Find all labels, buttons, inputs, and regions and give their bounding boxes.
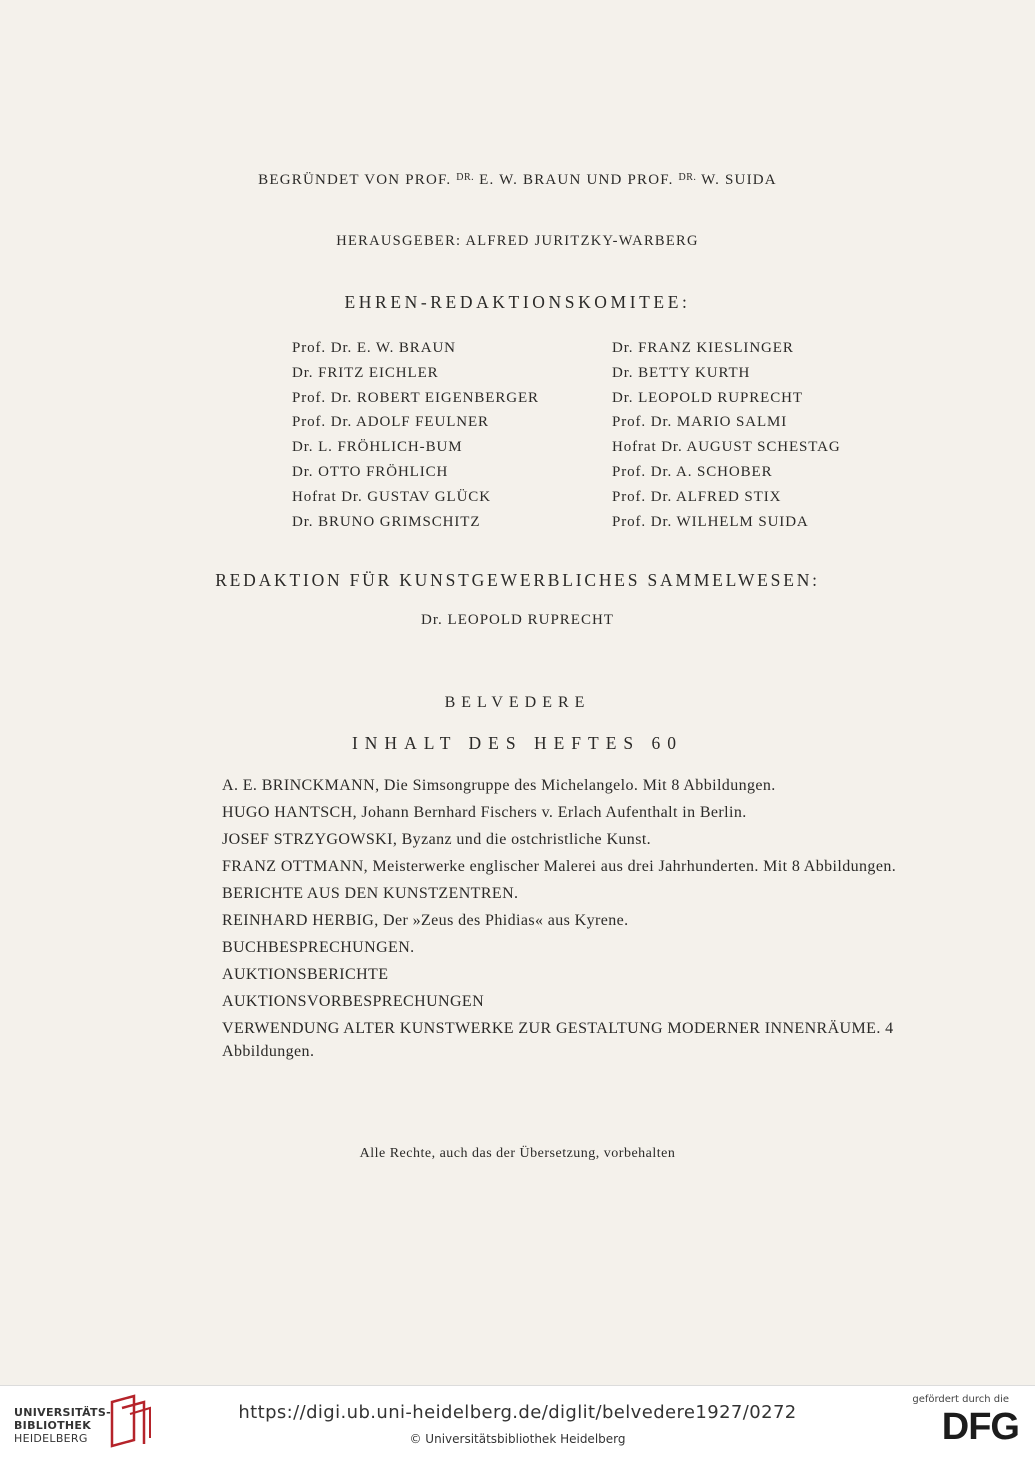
founders-mid: E. W. BRAUN UND PROF. [474,172,679,188]
committee-heading: EHREN-REDAKTIONSKOMITEE: [344,292,691,312]
library-name-line: UNIVERSITÄTS- [14,1406,111,1419]
library-name-line: HEIDELBERG [14,1432,88,1445]
committee-member: Dr. BRUNO GRIMSCHITZ [292,513,481,530]
founders-prefix: BEGRÜNDET VON PROF. [258,172,457,188]
viewer-footer [0,1385,1035,1458]
founders-dr-1: DR. [456,172,475,183]
contents-entry: BUCHBESPRECHUNGEN. [222,939,415,956]
library-name-line: BIBLIOTHEK [14,1419,92,1432]
founders-line [0,172,1035,189]
contents-entry: BERICHTE AUS DEN KUNSTZENTREN. [222,885,519,902]
contents-entry: FRANZ OTTMANN, Meisterwerke englischer Malerei aus drei Jahrhunderten. Mit 8 Abbildungen. [222,858,897,875]
contents-entry: AUKTIONSBERICHTE [222,966,389,983]
editorial-heading: REDAKTION FÜR KUNSTGEWERBLICHES SAMMELWESEN: [215,570,820,590]
contents-entry: A. E. BRINCKMANN, Die Simsongruppe des Michelangelo. Mit 8 Abbildungen. [222,777,776,794]
funding-note: gefördert durch die [912,1394,1009,1405]
editorial-name: Dr. LEOPOLD RUPRECHT [421,612,614,628]
committee-member: Dr. FRITZ EICHLER [292,364,439,381]
contents-entry: VERWENDUNG ALTER KUNSTWERKE ZUR GESTALTUNG MODERNER INNENRÄUME. 4 Abbildungen. [222,1020,894,1060]
committee-member: Prof. Dr. ALFRED STIX [612,488,782,505]
founders-dr-2: DR. [678,172,697,183]
committee-members-left [292,336,539,534]
committee-member: Dr. BETTY KURTH [612,364,751,381]
contents-heading: INHALT DES HEFTES 60 [351,733,684,753]
copyright-notice: © Universitätsbibliothek Heidelberg [409,1432,626,1446]
committee-member: Prof. Dr. ADOLF FEULNER [292,414,489,431]
contents-entry: AUKTIONSVORBESPRECHUNGEN [222,993,485,1010]
committee-members-right [612,336,841,534]
dfg-logo[interactable]: DFG [941,1406,1019,1448]
magazine-title: BELVEDERE [444,694,591,711]
founders-suffix: W. SUIDA [696,172,777,188]
committee-member: Prof. Dr. A. SCHOBER [612,463,773,480]
committee-member: Prof. Dr. MARIO SALMI [612,414,788,431]
committee-member: Dr. FRANZ KIESLINGER [612,340,794,356]
committee-member: Dr. LEOPOLD RUPRECHT [612,389,803,406]
permalink-url[interactable]: https://digi.ub.uni-heidelberg.de/diglit/belvedere1927/0272 [238,1402,797,1423]
committee-member: Dr. L. FRÖHLICH-BUM [292,439,463,456]
contents-entry: REINHARD HERBIG, Der »Zeus des Phidias« aus Kyrene. [222,912,629,929]
committee-member: Hofrat Dr. GUSTAV GLÜCK [292,488,491,505]
committee-member: Prof. Dr. E. W. BRAUN [292,340,456,356]
publisher-line: HERAUSGEBER: ALFRED JURITZKY-WARBERG [336,233,699,249]
rights-notice: Alle Rechte, auch das der Übersetzung, vorbehalten [359,1146,676,1161]
committee-member: Dr. OTTO FRÖHLICH [292,463,449,480]
committee-member: Prof. Dr. WILHELM SUIDA [612,513,809,530]
contents-entry: HUGO HANTSCH, Johann Bernhard Fischers v. Erlach Aufenthalt in Berlin. [222,804,747,821]
contents-entry: JOSEF STRZYGOWSKI, Byzanz und die ostchristliche Kunst. [222,831,652,848]
committee-member: Hofrat Dr. AUGUST SCHESTAG [612,439,841,456]
table-of-contents [222,774,950,1067]
committee-member: Prof. Dr. ROBERT EIGENBERGER [292,389,539,406]
